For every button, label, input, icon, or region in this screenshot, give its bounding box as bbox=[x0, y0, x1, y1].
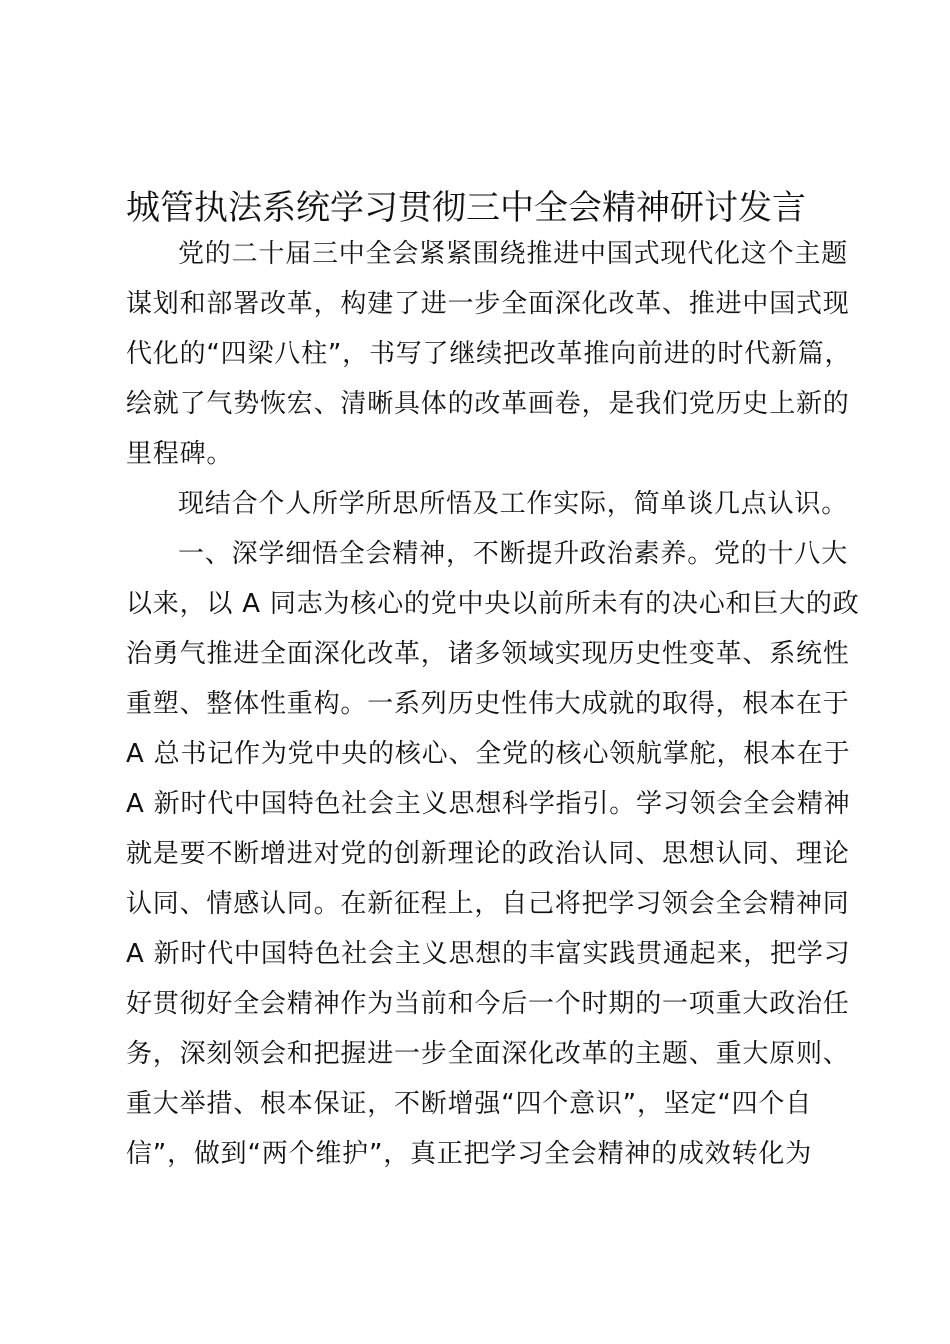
paragraph-line: 重大举措、根本保证，不断增强“四个意识”，坚定“四个自 bbox=[126, 1089, 813, 1119]
paragraph-line: 党的二十届三中全会紧紧围绕推进中国式现代化这个主题 bbox=[178, 239, 849, 269]
paragraph-line: 谋划和部署改革，构建了进一步全面深化改革、推进中国式现 bbox=[126, 289, 850, 319]
paragraph-line: 绘就了气势恢宏、清晰具体的改革画卷，是我们党历史上新的 bbox=[126, 389, 850, 419]
paragraph-line: 就是要不断增进对党的创新理论的政治认同、思想认同、理论 bbox=[126, 839, 850, 869]
document-title: 城管执法系统学习贯彻三中全会精神研讨发言 bbox=[126, 188, 806, 228]
paragraph-line: 现结合个人所学所思所悟及工作实际，简单谈几点认识。 bbox=[178, 489, 849, 519]
paragraph-line: 好贯彻好全会精神作为当前和今后一个时期的一项重大政治任 bbox=[126, 989, 850, 1019]
paragraph-line: A 总书记作为党中央的核心、全党的核心领航掌舵，根本在于 bbox=[126, 739, 851, 769]
paragraph-line: 认同、情感认同。在新征程上，自己将把学习领会全会精神同 bbox=[126, 889, 850, 919]
paragraph-line: A 新时代中国特色社会主义思想科学指引。学习领会全会精神 bbox=[126, 789, 851, 819]
paragraph-line: 一、深学细悟全会精神，不断提升政治素养。党的十八大 bbox=[178, 539, 849, 569]
paragraph-line: 里程碑。 bbox=[126, 439, 234, 469]
paragraph-line: A 新时代中国特色社会主义思想的丰富实践贯通起来，把学习 bbox=[126, 939, 851, 969]
paragraph-line: 重塑、整体性重构。一系列历史性伟大成就的取得，根本在于 bbox=[126, 689, 850, 719]
paragraph-line: 治勇气推进全面深化改革，诸多领域实现历史性变革、系统性 bbox=[126, 639, 850, 669]
paragraph-line: 代化的“四梁八柱”，书写了继续把改革推向前进的时代新篇， bbox=[126, 339, 852, 369]
paragraph-line: 信”，做到“两个维护”，真正把学习全会精神的成效转化为 bbox=[126, 1139, 813, 1169]
paragraph-line: 以来，以 A 同志为核心的党中央以前所未有的决心和巨大的政 bbox=[126, 589, 860, 619]
paragraph-line: 务，深刻领会和把握进一步全面深化改革的主题、重大原则、 bbox=[126, 1039, 850, 1069]
